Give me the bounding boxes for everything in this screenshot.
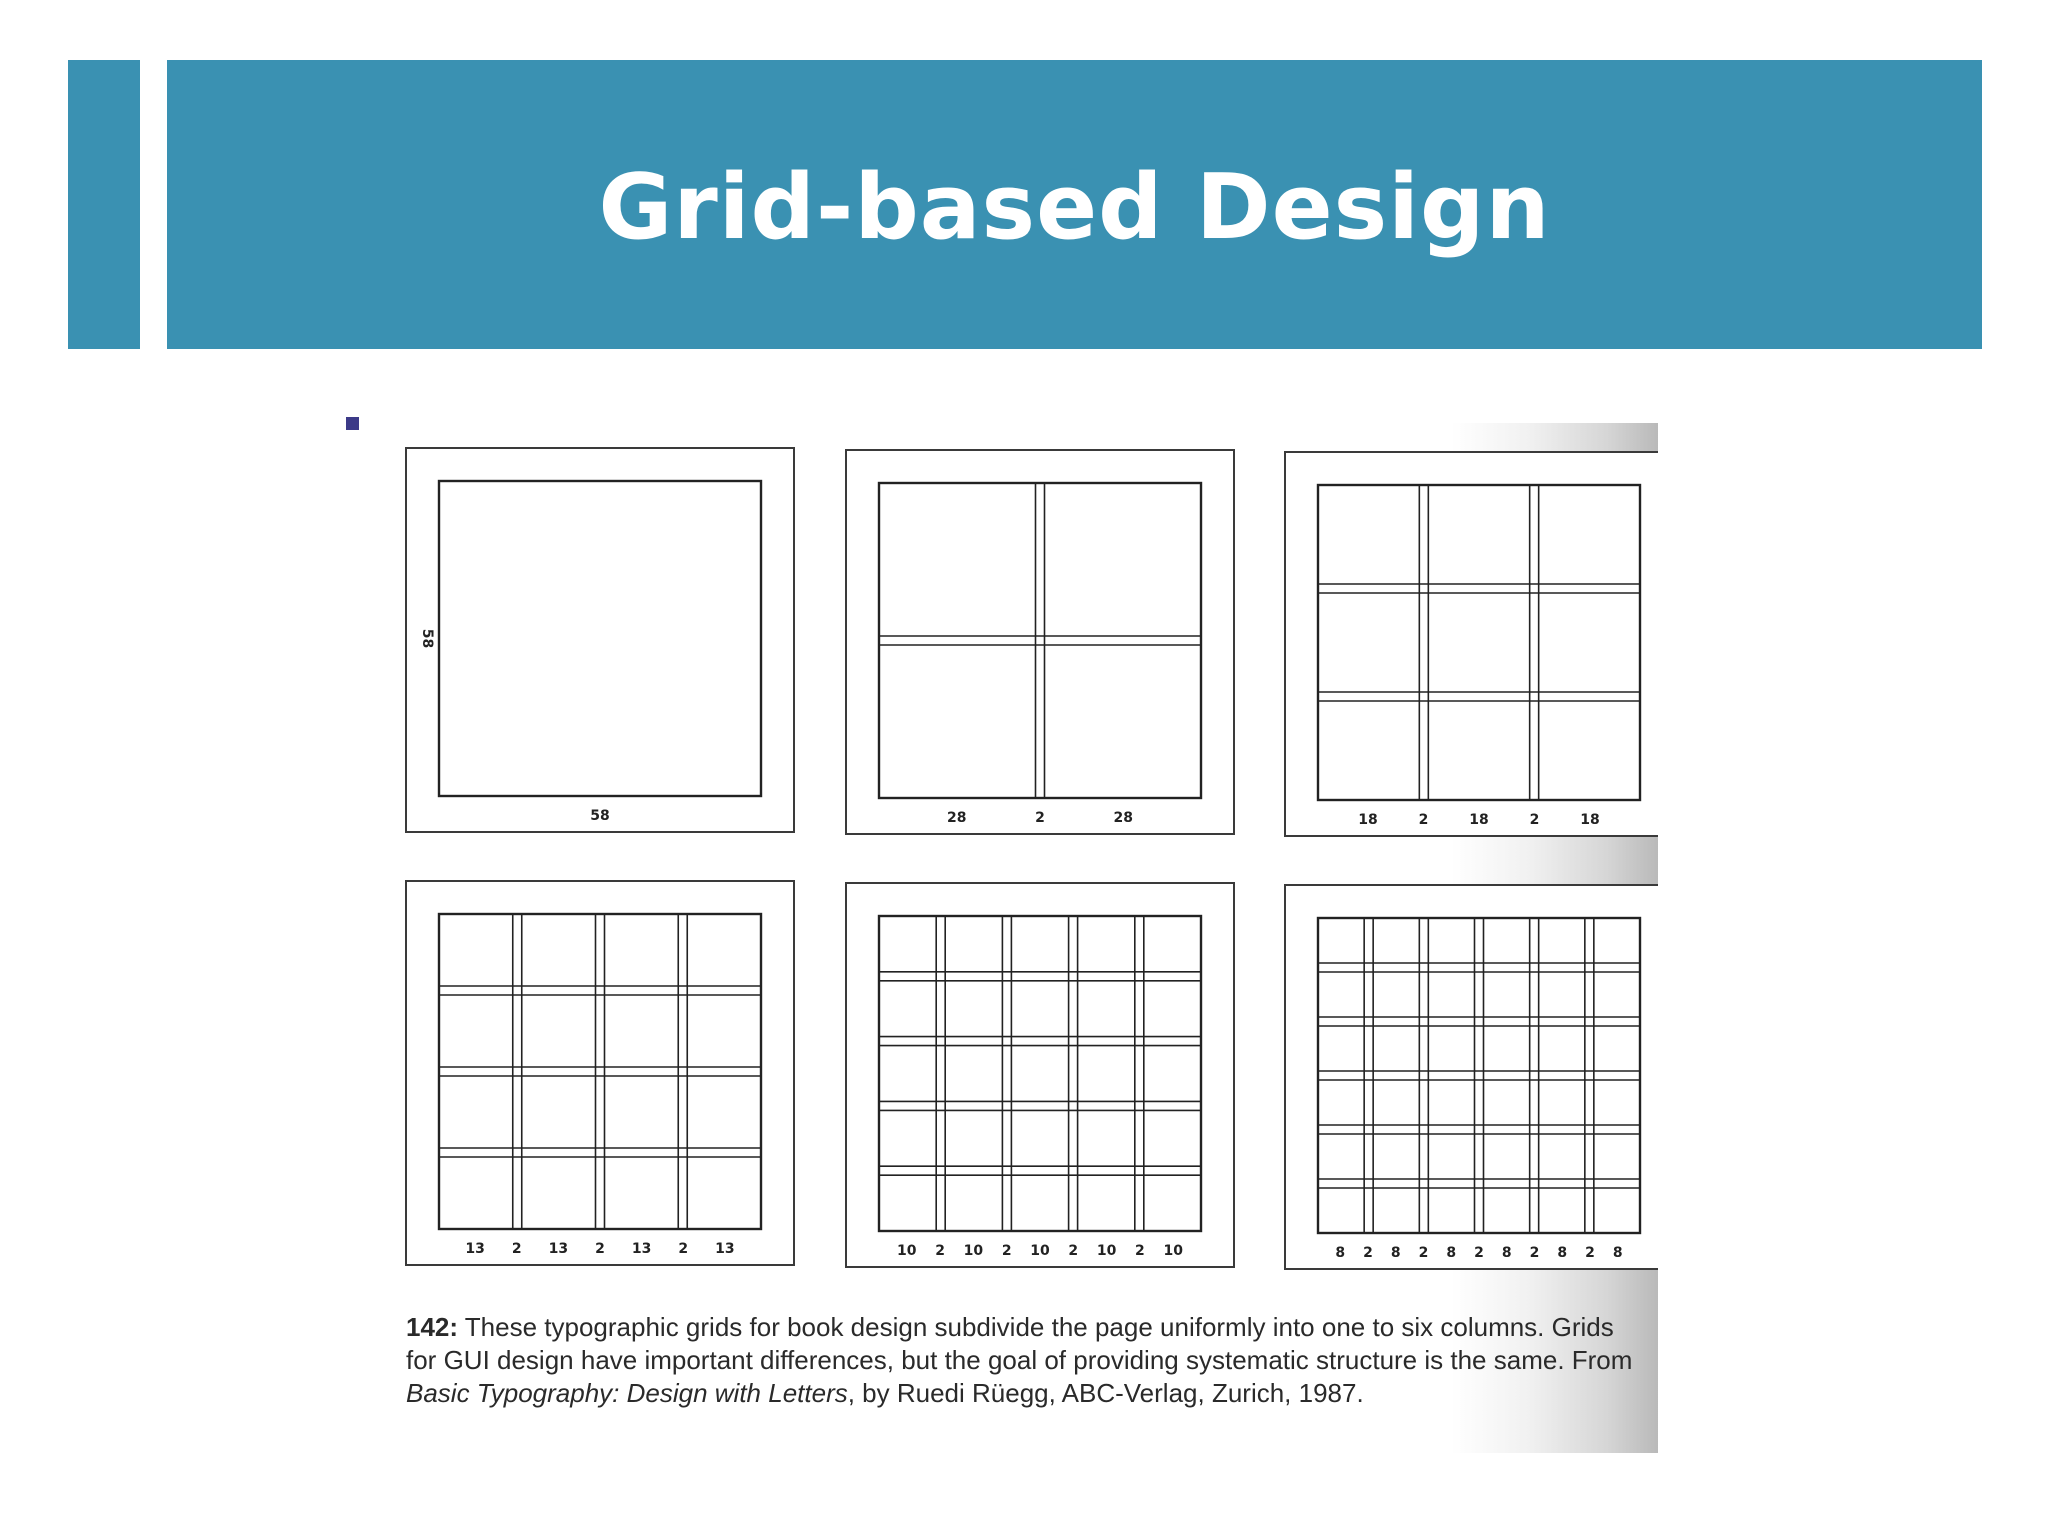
measure-label: 8 [1390, 1245, 1401, 1261]
measure-label: 2 [1363, 1245, 1373, 1261]
page-outline [406, 881, 794, 1265]
page-outline [406, 448, 794, 832]
measure-label: 2 [1529, 812, 1540, 828]
grid-panel-2 [846, 450, 1234, 834]
measure-label: 13 [548, 1241, 569, 1257]
page-outline [1285, 452, 1658, 836]
measure-label: 8 [1335, 1245, 1346, 1261]
measure-label: 2 [1035, 810, 1045, 826]
title-accent-bar [68, 60, 140, 349]
caption-number: 142: [406, 1312, 459, 1342]
caption-text-before: These typographic grids for book design subdivide the page uniformly into one to six columns. Grids for GUI design have important differences, but the goal of providing systematic structure is the same. From [406, 1312, 1633, 1375]
measure-label: 18 [1358, 812, 1378, 828]
measure-label: 8 [1612, 1245, 1623, 1261]
measure-label: 8 [1446, 1245, 1457, 1261]
grid-panel-3 [1285, 452, 1658, 836]
measure-label: 8 [1557, 1245, 1568, 1261]
measure-label: 2 [1418, 1245, 1429, 1261]
page-outline [846, 450, 1234, 834]
measure-label: 58 [590, 808, 610, 824]
measure-label: 18 [1469, 812, 1489, 828]
grid-panel-4 [406, 881, 794, 1265]
measure-label: 13 [631, 1241, 652, 1257]
measure-label: 2 [1068, 1243, 1079, 1259]
caption-book-title: Basic Typography: Design with Letters [406, 1378, 848, 1408]
measure-label: 2 [1135, 1243, 1145, 1259]
grid-panel-1 [406, 448, 794, 832]
measure-label: 10 [897, 1243, 917, 1259]
measure-label: 10 [963, 1243, 984, 1259]
measure-label: 8 [1501, 1245, 1512, 1261]
title-bar [167, 60, 1982, 349]
measure-label: 18 [1580, 812, 1600, 828]
slide-title: Grid-based Design [598, 155, 1551, 260]
measure-label: 2 [1529, 1245, 1540, 1261]
measure-label: 13 [465, 1241, 485, 1257]
measure-label: 2 [1585, 1245, 1595, 1261]
measure-label: 10 [1096, 1243, 1117, 1259]
measure-label: 2 [1001, 1243, 1012, 1259]
measure-label: 2 [935, 1243, 945, 1259]
measure-label: 2 [595, 1241, 605, 1257]
grid-diagrams [366, 423, 1658, 1303]
page-outline [1285, 885, 1658, 1269]
page-outline [846, 883, 1234, 1267]
measure-label: 2 [1418, 812, 1429, 828]
measure-label: 2 [1474, 1245, 1484, 1261]
measure-label: 2 [678, 1241, 689, 1257]
caption-text-after: , by Ruedi Rüegg, ABC-Verlag, Zurich, 1987. [847, 1378, 1364, 1408]
side-measure-label: 58 [419, 628, 435, 649]
grid-figure [366, 423, 1658, 1453]
measure-label: 10 [1030, 1243, 1050, 1259]
measure-label: 28 [1113, 810, 1134, 826]
measure-label: 2 [511, 1241, 522, 1257]
measure-label: 28 [946, 810, 967, 826]
bullet-marker [346, 417, 359, 430]
measure-label: 10 [1163, 1243, 1183, 1259]
measure-label: 13 [715, 1241, 735, 1257]
grid-panel-6 [1285, 885, 1658, 1269]
figure-caption [406, 1311, 1636, 1410]
grid-panel-5 [846, 883, 1234, 1267]
